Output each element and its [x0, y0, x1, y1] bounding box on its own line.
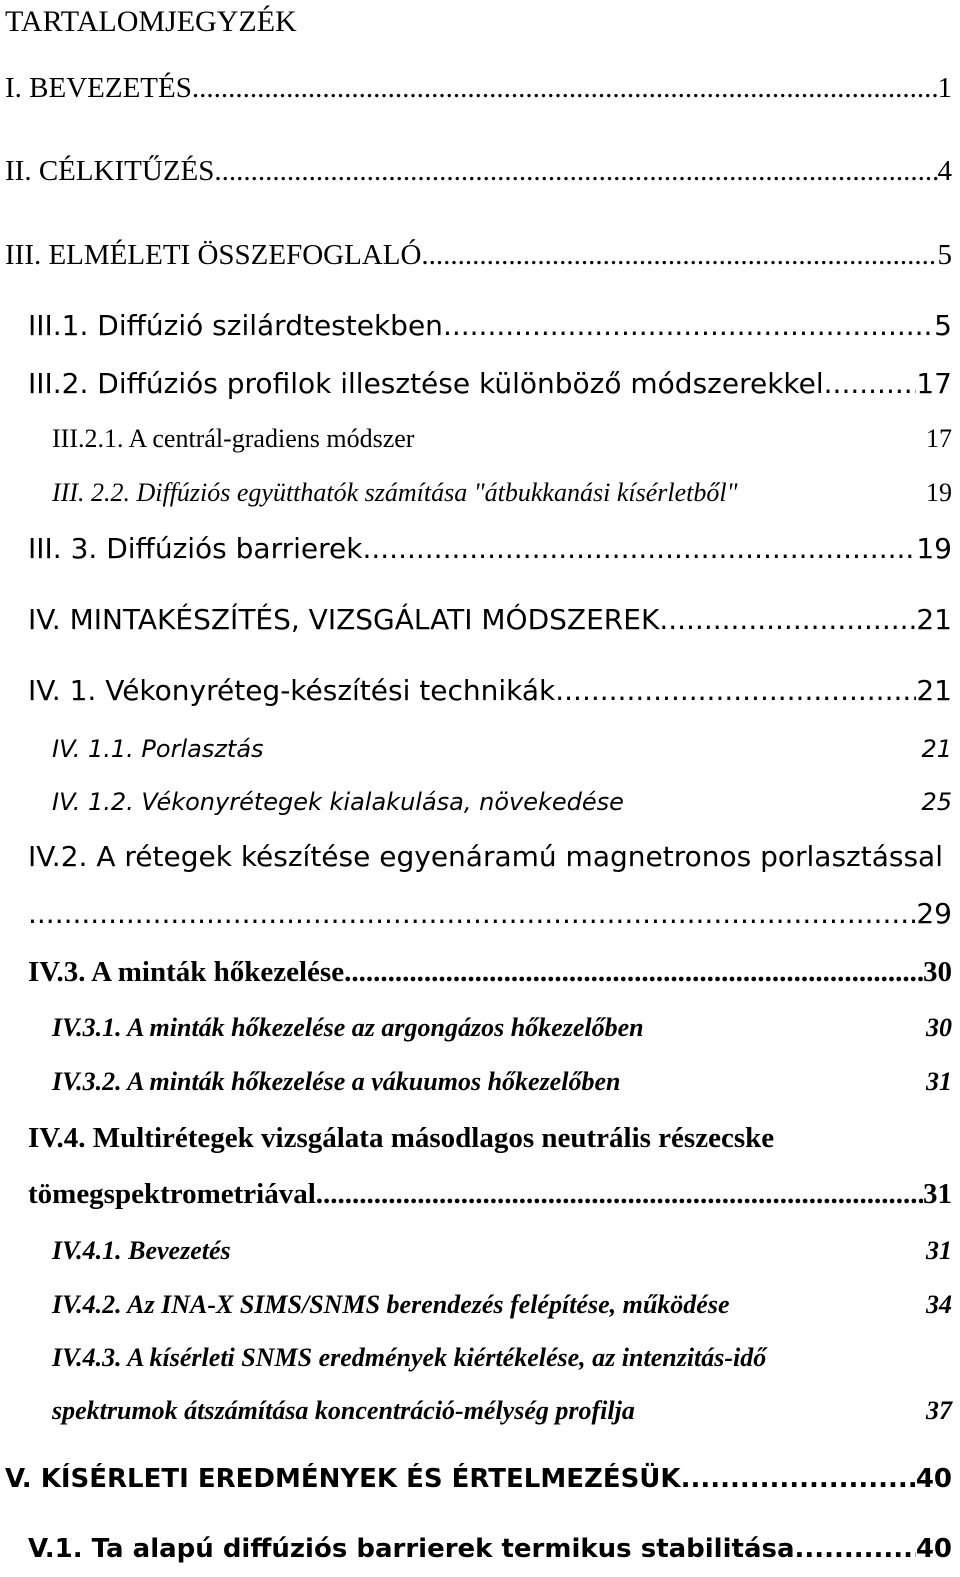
toc-entry-label: IV. 1. Vékonyréteg-készítési technikák — [28, 674, 556, 707]
toc-entry-iv-3-1[interactable] — [52, 1008, 952, 1048]
toc-entry-v[interactable] — [5, 1459, 952, 1499]
toc-entry-page: 21 — [921, 735, 952, 763]
toc-entry-label: IV.3. A minták hőkezelése — [28, 956, 345, 988]
toc-entry-label: IV.4. Multirétegek vizsgálata másodlagos neutrális részecske — [28, 1122, 775, 1154]
toc-entry-page: 34 — [926, 1290, 952, 1319]
toc-entry-iii-2[interactable] — [28, 364, 952, 404]
toc-entry-elmeleti[interactable] — [5, 235, 952, 275]
toc-entry-iv-4-3[interactable] — [52, 1338, 952, 1378]
toc-entry-page: 21 — [916, 674, 952, 707]
toc-title: TARTALOMJEGYZÉK — [5, 5, 297, 38]
toc-entry-page: 29 — [916, 897, 952, 930]
toc-entry-iii-2-2[interactable] — [52, 473, 952, 513]
toc-entry-page: 4 — [937, 155, 952, 187]
toc-entry-iv-1[interactable] — [28, 671, 952, 711]
toc-entry-iv-4-cont[interactable] — [28, 1174, 952, 1214]
toc-entry-label: tömegspektrometriával — [28, 1178, 316, 1210]
toc-entry-label: V.1. Ta alapú diffúziós barrierek termikus stabilitása — [28, 1534, 795, 1564]
toc-entry-page: 17 — [926, 424, 952, 453]
leader-dots — [443, 306, 934, 346]
toc-entry-page: 25 — [921, 788, 952, 816]
toc-entry-label: II. CÉLKITŰZÉS — [5, 155, 215, 187]
toc-entry-bevezetes[interactable] — [5, 68, 952, 108]
toc-entry-label: V. KÍSÉRLETI EREDMÉNYEK ÉS ÉRTELMEZÉSÜK — [5, 1464, 681, 1494]
toc-entry-page: 30 — [923, 956, 952, 988]
toc-entry-label: spektrumok átszámítása koncentráció-mélység profilja — [52, 1396, 635, 1425]
toc-entry-iv-2-cont[interactable] — [28, 894, 952, 934]
toc-entry-mintakeszites[interactable] — [28, 600, 952, 640]
toc-entry-iii-2-1[interactable] — [52, 419, 952, 459]
toc-entry-iv-4[interactable] — [28, 1118, 952, 1158]
leader-dots — [28, 894, 916, 934]
toc-entry-label: IV.4.3. A kísérleti SNMS eredmények kiértékelése, az intenzitás-idő — [52, 1343, 767, 1372]
toc-entry-iii-1[interactable] — [28, 306, 952, 346]
toc-entry-label: III. ELMÉLETI ÖSSZEFOGLALÓ — [5, 239, 422, 271]
toc-entry-page: 5 — [937, 239, 952, 271]
toc-entry-page: 30 — [926, 1013, 952, 1042]
leader-dots — [555, 671, 916, 711]
toc-entry-label: I. BEVEZETÉS — [5, 72, 192, 104]
toc-entry-iv-1-2[interactable] — [52, 782, 952, 822]
toc-entry-iv-4-1[interactable] — [52, 1231, 952, 1271]
leader-dots — [316, 1174, 923, 1214]
toc-entry-page: 40 — [915, 1534, 952, 1564]
toc-entry-page: 19 — [916, 532, 952, 565]
toc-entry-page: 19 — [926, 478, 952, 507]
toc-entry-label: IV.4.1. Bevezetés — [52, 1236, 231, 1265]
toc-entry-label: III. 3. Diffúziós barrierek — [28, 532, 363, 565]
leader-dots — [214, 151, 937, 191]
toc-entry-celkituzes[interactable] — [5, 151, 952, 191]
toc-entry-page: 37 — [926, 1396, 952, 1425]
leader-dots — [344, 952, 923, 992]
toc-entry-label: IV. MINTAKÉSZÍTÉS, VIZSGÁLATI MÓDSZEREK — [28, 603, 660, 636]
toc-entry-page: 17 — [916, 367, 952, 400]
toc-entry-page: 21 — [916, 603, 952, 636]
toc-entry-iv-1-1[interactable] — [52, 729, 952, 769]
toc-entry-iv-3-2[interactable] — [52, 1062, 952, 1102]
toc-entry-iv-4-3-cont[interactable] — [52, 1391, 952, 1431]
leader-dots — [824, 364, 917, 404]
leader-dots — [681, 1459, 916, 1499]
toc-entry-page: 31 — [926, 1236, 952, 1265]
leader-dots — [659, 600, 916, 640]
toc-entry-page: 40 — [915, 1464, 952, 1494]
toc-entry-label: III.2.1. A centrál-gradiens módszer — [52, 424, 415, 453]
toc-entry-label: IV. 1.2. Vékonyrétegek kialakulása, növekedése — [52, 788, 624, 816]
toc-entry-label: III. 2.2. Diffúziós együtthatók számítása "átbukkanási kísérletből" — [52, 478, 738, 507]
toc-entry-v-1[interactable] — [28, 1529, 952, 1569]
toc-entry-iv-4-2[interactable] — [52, 1285, 952, 1325]
toc-entry-iv-2[interactable] — [28, 837, 952, 877]
toc-entry-label: IV.4.2. Az INA-X SIMS/SNMS berendezés felépítése, működése — [52, 1290, 730, 1319]
toc-entry-iii-3[interactable] — [28, 529, 952, 569]
toc-entry-label: III.2. Diffúziós profilok illesztése különböző módszerekkel — [28, 367, 824, 400]
leader-dots — [362, 529, 916, 569]
toc-entry-page: 31 — [926, 1067, 952, 1096]
leader-dots — [795, 1529, 916, 1569]
toc-entry-label: IV.3.2. A minták hőkezelése a vákuumos hőkezelőben — [52, 1067, 621, 1096]
toc-entry-page: 5 — [934, 309, 952, 342]
toc-entry-label: IV.3.1. A minták hőkezelése az argongázos hőkezelőben — [52, 1013, 644, 1042]
toc-entry-iv-3[interactable] — [28, 952, 952, 992]
toc-entry-page: 31 — [923, 1178, 952, 1210]
toc-entry-label: IV.2. A rétegek készítése egyenáramú magnetronos porlasztással — [28, 840, 943, 873]
toc-entry-page: 1 — [937, 72, 952, 104]
leader-dots — [192, 68, 938, 108]
toc-entry-label: III.1. Diffúzió szilárdtestekben — [28, 309, 443, 342]
toc-entry-label: IV. 1.1. Porlasztás — [52, 735, 264, 763]
leader-dots — [421, 235, 937, 275]
